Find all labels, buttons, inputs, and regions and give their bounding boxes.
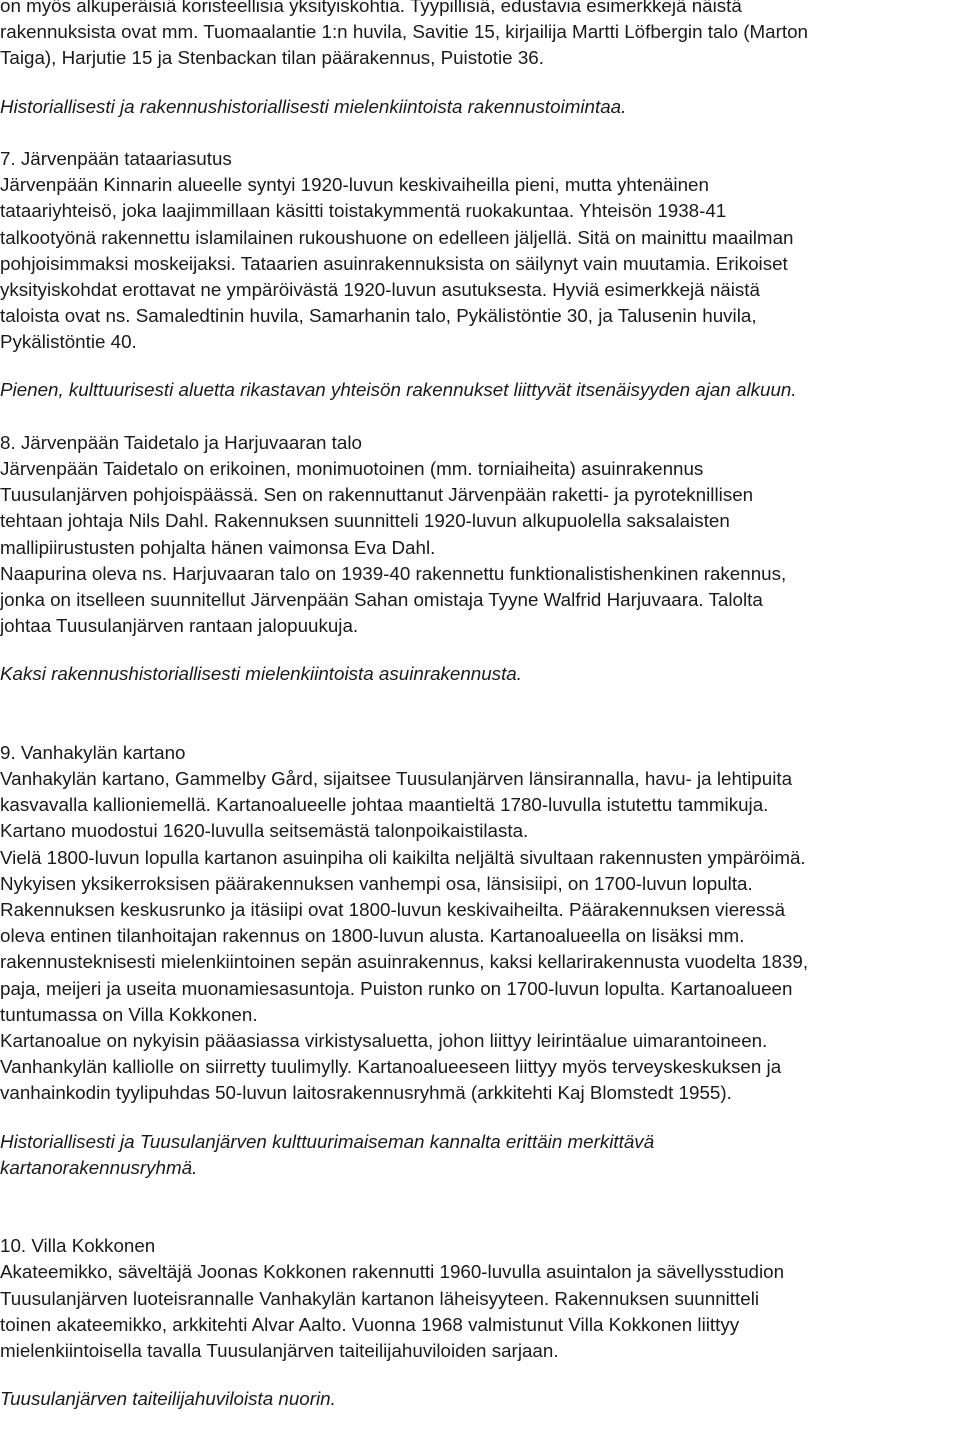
section-heading: 8. Järvenpään Taidetalo ja Harjuvaaran talo (0, 431, 362, 453)
text-line: mallipiirustusten pohjalta hänen vaimonsa Eva Dahl. (0, 536, 436, 558)
text-line: tehtaan johtaja Nils Dahl. Rakennuksen suunnitteli 1920-luvun alkupuolella saksalaisten (0, 510, 730, 532)
section-heading: 10. Villa Kokkonen (0, 1235, 156, 1257)
text-line: rakennuksista ovat mm. Tuomaalantie 1:n huvila, Savitie 15, kirjailija Martti Löfbergin talo (Marton (0, 21, 808, 43)
section-9-assessment (0, 1129, 958, 1181)
text-line: on myös alkuperäisiä koristeellisia yksityiskohtia. Tyypillisiä, edustavia esimerkkejä näistä (0, 0, 742, 16)
text-line: Vanhankylän kalliolle on siirretty tuulimylly. Kartanoalueeseen liittyy myös terveyskeskuksen ja (0, 1056, 782, 1078)
text-line: Akateemikko, säveltäjä Joonas Kokkonen rakennutti 1960-luvulla asuintalon ja sävellysstudion (0, 1261, 785, 1283)
text-line: rakennusteknisesti mielenkiintoinen sepän asuinrakennus, kaksi kellarirakennusta vuodelta 1839, (0, 951, 809, 973)
text-line: paja, meijeri ja useita muonamiesasuntoja. Puiston runko on 1700-luvun lopulta. Kartanoalueen (0, 977, 793, 999)
text-line: Vanhakylän kartano, Gammelby Gård, sijaitsee Tuusulanjärven länsirannalla, havu- ja lehtipuita (0, 768, 793, 790)
text-line: jonka on itselleen suunnitellut Järvenpään Sahan omistaja Tyyne Walfrid Harjuvaara. Talolta (0, 588, 763, 610)
text-line: Tuusulanjärven pohjoispäässä. Sen on rakennuttanut Järvenpään raketti- ja pyroteknillisen (0, 484, 754, 506)
section-9 (0, 740, 958, 1107)
assessment-line: Pienen, kulttuurisesti aluetta rikastavan yhteisön rakennukset liittyvät itsenäisyyden ajan alkuun. (0, 379, 797, 401)
text-line: tataariyhteisö, joka laajimmillaan käsitti toistakymmentä ruokakuntaa. Yhteisön 1938-41 (0, 200, 727, 222)
text-line: taloista ovat ns. Samaledtinin huvila, Samarhanin talo, Pykälistöntie 30, ja Talusenin huvila, (0, 305, 757, 327)
assessment-line: Tuusulanjärven taiteilijahuviloista nuorin. (0, 1388, 336, 1410)
section-7 (0, 146, 958, 356)
text-line: oleva entinen tilanhoitajan rakennus on 1800-luvun alusta. Kartanoalueella on lisäksi mm. (0, 925, 745, 947)
section-8-assessment (0, 661, 958, 687)
text-line: Pykälistöntie 40. (0, 331, 137, 353)
text-line: talkootyönä rakennettu islamilainen rukoushuone on edelleen jäljellä. Sitä on mainittu maailman (0, 226, 794, 248)
text-line: Taiga), Harjutie 15 ja Stenbackan tilan päärakennus, Puistotie 36. (0, 47, 544, 69)
assessment-line: Kaksi rakennushistoriallisesti mielenkiintoista asuinrakennusta. (0, 663, 522, 685)
text-line: johtaa Tuusulanjärven rantaan jalopuukuja. (0, 615, 359, 637)
text-line: Järvenpään Kinnarin alueelle syntyi 1920-luvun keskivaiheilla pieni, mutta yhtenäinen (0, 174, 709, 196)
text-line: Tuusulanjärven luoteisrannalle Vanhakylän kartanon läheisyyteen. Rakennuksen suunnitteli (0, 1287, 760, 1309)
section-8 (0, 430, 958, 640)
text-line: tuntumassa on Villa Kokkonen. (0, 1003, 258, 1025)
assessment-line: kartanorakennusryhmä. (0, 1156, 198, 1178)
text-line: Rakennuksen keskusrunko ja itäsiipi ovat 1800-luvun keskivaiheilta. Päärakennuksen vieressä (0, 899, 786, 920)
section-7-assessment (0, 377, 958, 403)
intro-assessment (0, 94, 958, 120)
text-line: Järvenpään Taidetalo on erikoinen, monimuotoinen (mm. torniaiheita) asuinrakennus (0, 458, 704, 479)
assessment-line: Historiallisesti ja rakennushistoriallisesti mielenkiintoista rakennustoimintaa. (0, 95, 627, 117)
text-line: Kartanoalue on nykyisin pääasiassa virkistysaluetta, johon liittyy leirintäalue uimarantoineen. (0, 1029, 768, 1051)
text-line: Nykyisen yksikerroksisen päärakennuksen vanhempi osa, länsisiipi, on 1700-luvun lopulta. (0, 872, 753, 894)
text-line: Kartano muodostui 1620-luvulla seitsemästä talonpoikaistilasta. (0, 820, 529, 842)
section-heading: 9. Vanhakylän kartano (0, 741, 186, 763)
section-10 (0, 1233, 958, 1364)
text-line: vanhainkodin tyylipuhdas 50-luvun laitosrakennusryhmä (arkkitehti Kaj Blomstedt 1955). (0, 1082, 732, 1104)
intro-paragraph (0, 0, 958, 72)
text-line: toinen akateemikko, arkkitehti Alvar Aalto. Vuonna 1968 valmistunut Villa Kokkonen liittyy (0, 1313, 740, 1335)
section-10-assessment (0, 1386, 958, 1412)
assessment-line: Historiallisesti ja Tuusulanjärven kulttuurimaiseman kannalta erittäin merkittävä (0, 1130, 655, 1152)
text-line: pohjoisimmaksi moskeijaksi. Tataarien asuinrakennuksista on säilynyt vain muutamia. Erikoiset (0, 252, 788, 274)
section-heading: 7. Järvenpään tataariasutus (0, 147, 232, 169)
text-line: Naapurina oleva ns. Harjuvaaran talo on 1939-40 rakennettu funktionalistishenkinen rakennus, (0, 562, 787, 584)
text-line: mielenkiintoisella tavalla Tuusulanjärven taiteilijahuviloiden sarjaan. (0, 1340, 559, 1361)
text-line: yksityiskohdat erottavat ne ympäröivästä 1920-luvun asutuksesta. Hyviä esimerkkejä näistä (0, 278, 760, 300)
text-line: Vielä 1800-luvun lopulla kartanon asuinpiha oli kaikilta neljältä sivultaan rakennusten ympäröimä. (0, 846, 806, 868)
text-line: kasvavalla kallioniemellä. Kartanoalueelle johtaa maantieltä 1780-luvulla istutettu tammikuja. (0, 794, 769, 816)
